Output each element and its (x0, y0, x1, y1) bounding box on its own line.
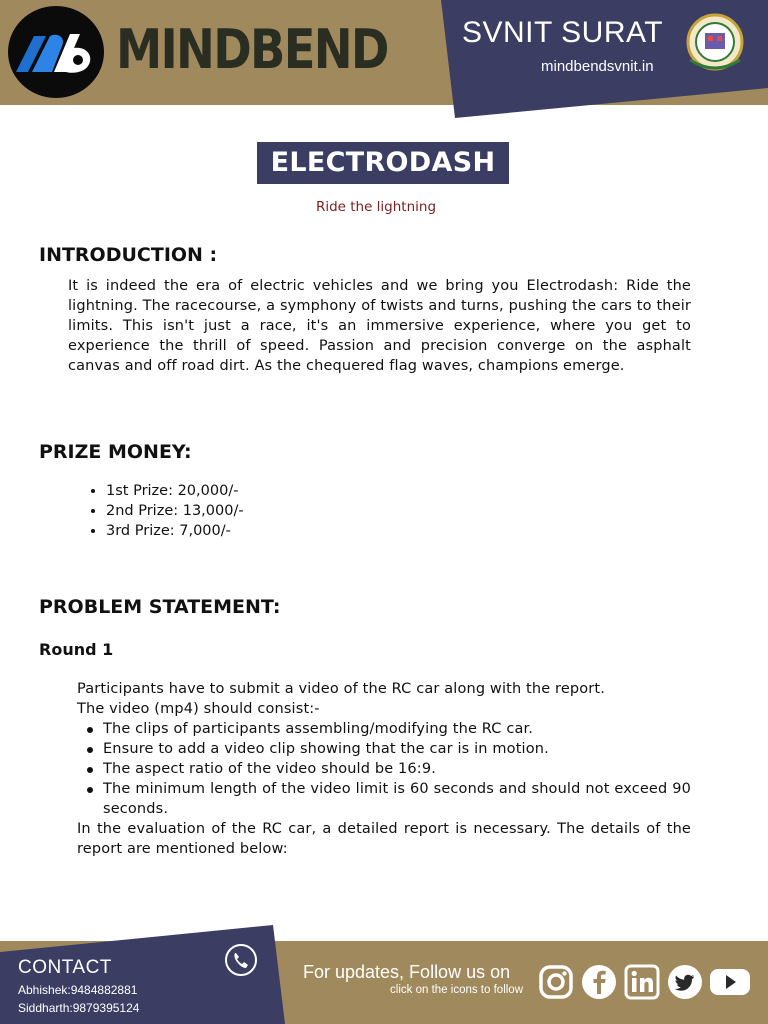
report-intro-text: In the evaluation of the RC car, a detailed report is necessary. The details of the report are mentioned below: (77, 821, 691, 857)
introduction-heading: INTRODUCTION : (39, 244, 218, 266)
video-requirement-item: The minimum length of the video limit is 60 seconds and should not exceed 90 seconds. (103, 781, 691, 817)
contact-siddharth[interactable]: Siddharth:9879395124 (18, 1001, 140, 1015)
follow-subtext: click on the icons to follow (390, 984, 523, 996)
facebook-icon[interactable] (581, 964, 617, 1000)
follow-text: For updates, Follow us on (303, 962, 511, 982)
prize-item: • 2nd Prize: 13,000/- (106, 501, 244, 521)
contact-abhishek[interactable]: Abhishek:9484882881 (18, 983, 138, 997)
linkedin-icon[interactable] (624, 964, 660, 1000)
twitter-icon[interactable] (667, 964, 703, 1000)
round-intro-line: Participants have to submit a video of the RC car along with the report. (77, 681, 606, 697)
video-requirements-list (103, 719, 691, 819)
round-intro-line: The video (mp4) should consist:- (77, 701, 320, 717)
mindbend-logo-icon (8, 6, 104, 98)
round-title: Round 1 (39, 640, 114, 659)
institute-name: SVNIT SURAT (462, 16, 664, 49)
video-requirement-item: The aspect ratio of the video should be 16:9. (103, 759, 691, 779)
phone-icon[interactable] (224, 943, 258, 977)
prize-item: • 3rd Prize: 7,000/- (106, 521, 244, 541)
event-tagline: Ride the lightning (315, 199, 437, 215)
contact-heading: CONTACT (18, 957, 112, 978)
prize-heading: PRIZE MONEY: (39, 441, 192, 463)
problem-heading: PROBLEM STATEMENT: (39, 596, 281, 618)
video-requirement-item: The clips of participants assembling/modifying the RC car. (103, 719, 691, 739)
youtube-icon[interactable] (709, 964, 751, 1000)
prize-item: • 1st Prize: 20,000/- (106, 481, 244, 501)
website-link[interactable]: mindbendsvnit.in (541, 58, 654, 75)
brand-wordmark: MINDBEND (116, 18, 388, 81)
video-requirement-item: Ensure to add a video clip showing that the car is in motion. (103, 739, 691, 759)
introduction-text: It is indeed the era of electric vehicles and we bring you Electrodash: Ride the lightning. The racecourse, a symphony of twists and turns, pushing the cars to their limits. This isn't just a race, it's an immersive experience, where you get to experience the thrill of speed. Passion and precision converge on the asphalt canvas and off road dirt. As the chequered flag waves, champions emerge. (68, 278, 691, 374)
svnit-seal-icon (680, 12, 750, 72)
instagram-icon[interactable] (538, 964, 574, 1000)
event-title: ELECTRODASH (257, 142, 509, 184)
prize-list (88, 481, 244, 541)
